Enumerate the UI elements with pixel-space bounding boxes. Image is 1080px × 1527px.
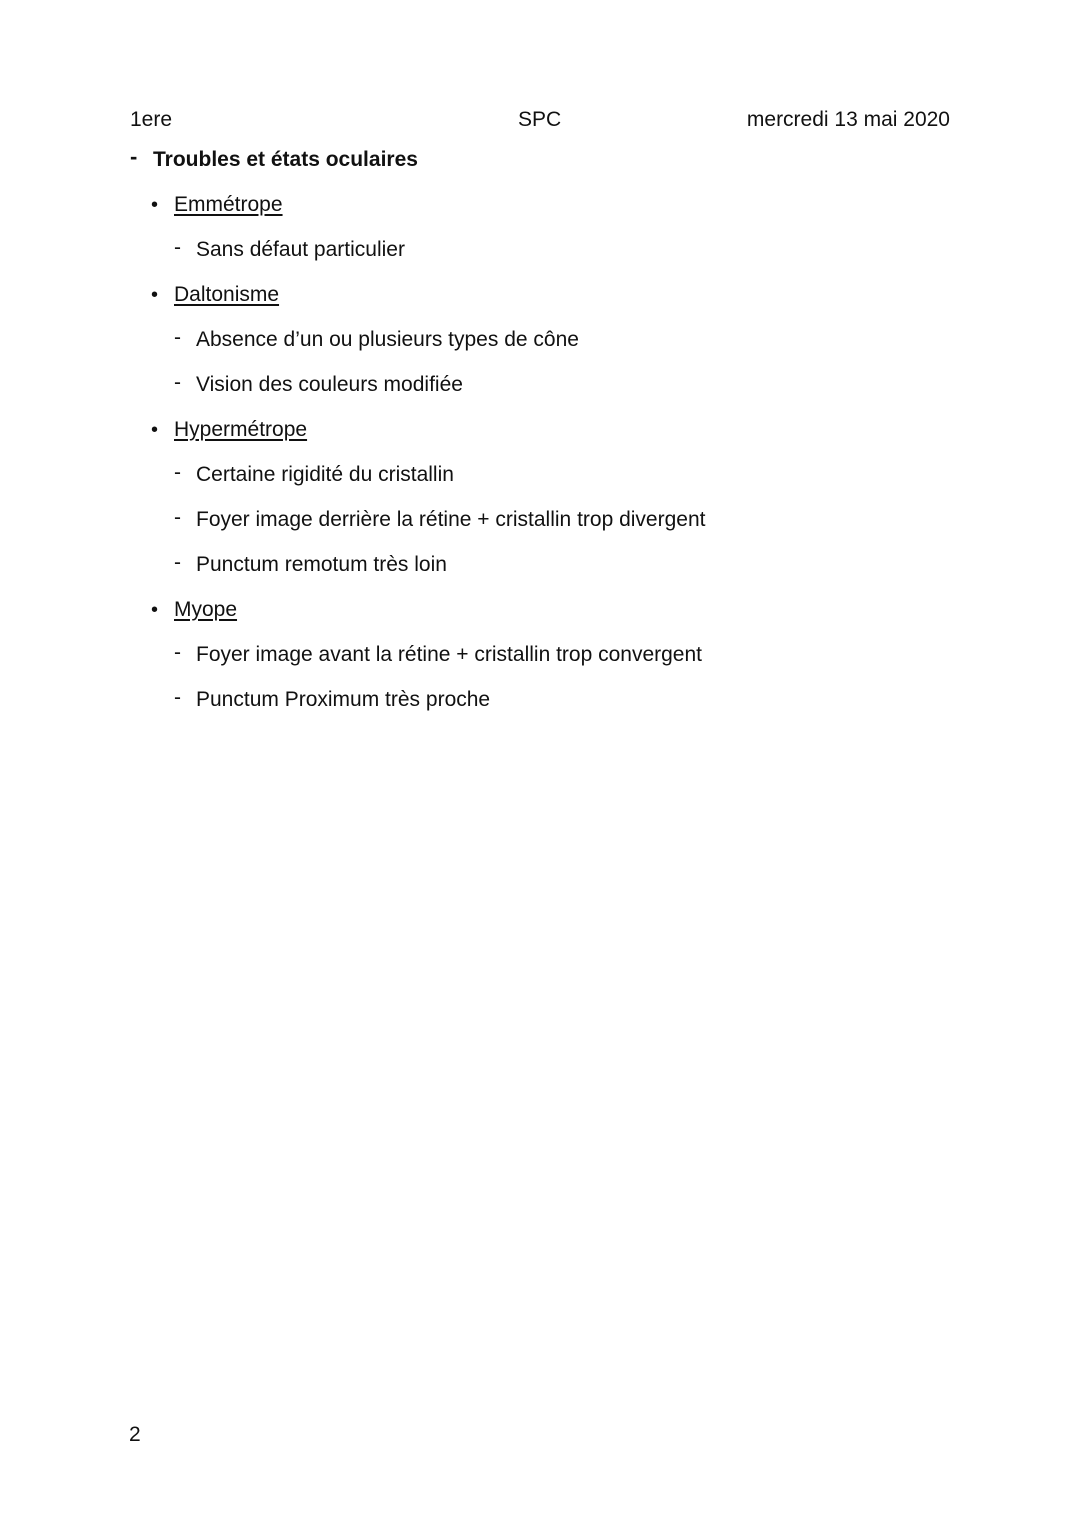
sub-item [130,685,950,730]
section-title-text: Troubles et états oculaires [153,148,418,171]
dash-marker: - [174,551,181,574]
header-class-level: 1ere [130,108,173,131]
section-title [130,145,950,190]
dash-marker: - [174,461,181,484]
bullet-label: Emmétrope [174,193,283,216]
title-dash-marker: - [130,144,138,169]
sub-item-text: Vision des couleurs modifiée [196,373,463,396]
bullet-item-hypermetrope [130,415,950,460]
sub-item [130,235,950,280]
dash-marker: - [174,641,181,664]
document-body [130,145,950,730]
dash-marker: - [174,506,181,529]
sub-item [130,325,950,370]
dash-marker: - [174,371,181,394]
sub-item [130,640,950,685]
bullet-icon: • [151,194,159,216]
bullet-label: Hypermétrope [174,418,308,441]
sub-item [130,370,950,415]
dash-marker: - [174,686,181,709]
bullet-label: Daltonisme [174,283,280,306]
sub-item-text: Punctum remotum très loin [196,553,447,576]
dash-marker: - [174,236,181,259]
sub-item [130,505,950,550]
header-date: mercredi 13 mai 2020 [746,108,950,131]
bullet-item-daltonisme [130,280,950,325]
bullet-label: Myope [174,598,238,621]
sub-item-text: Foyer image derrière la rétine + cristallin trop divergent [196,508,706,531]
sub-item-text: Certaine rigidité du cristallin [196,463,454,486]
bullet-icon: • [151,284,159,306]
header-subject: SPC [518,108,562,131]
sub-item-text: Sans défaut particulier [196,238,405,261]
sub-item [130,460,950,505]
bullet-item-emmetrope [130,190,950,235]
dash-marker: - [174,326,181,349]
sub-item-text: Absence d’un ou plusieurs types de cône [196,328,579,351]
sub-item-text: Punctum Proximum très proche [196,688,491,711]
page-number: 2 [129,1423,141,1446]
bullet-item-myope [130,595,950,640]
sub-item-text: Foyer image avant la rétine + cristallin trop convergent [196,643,702,666]
bullet-icon: • [151,419,159,441]
bullet-icon: • [151,599,159,621]
sub-item [130,550,950,595]
page-header [130,108,950,136]
